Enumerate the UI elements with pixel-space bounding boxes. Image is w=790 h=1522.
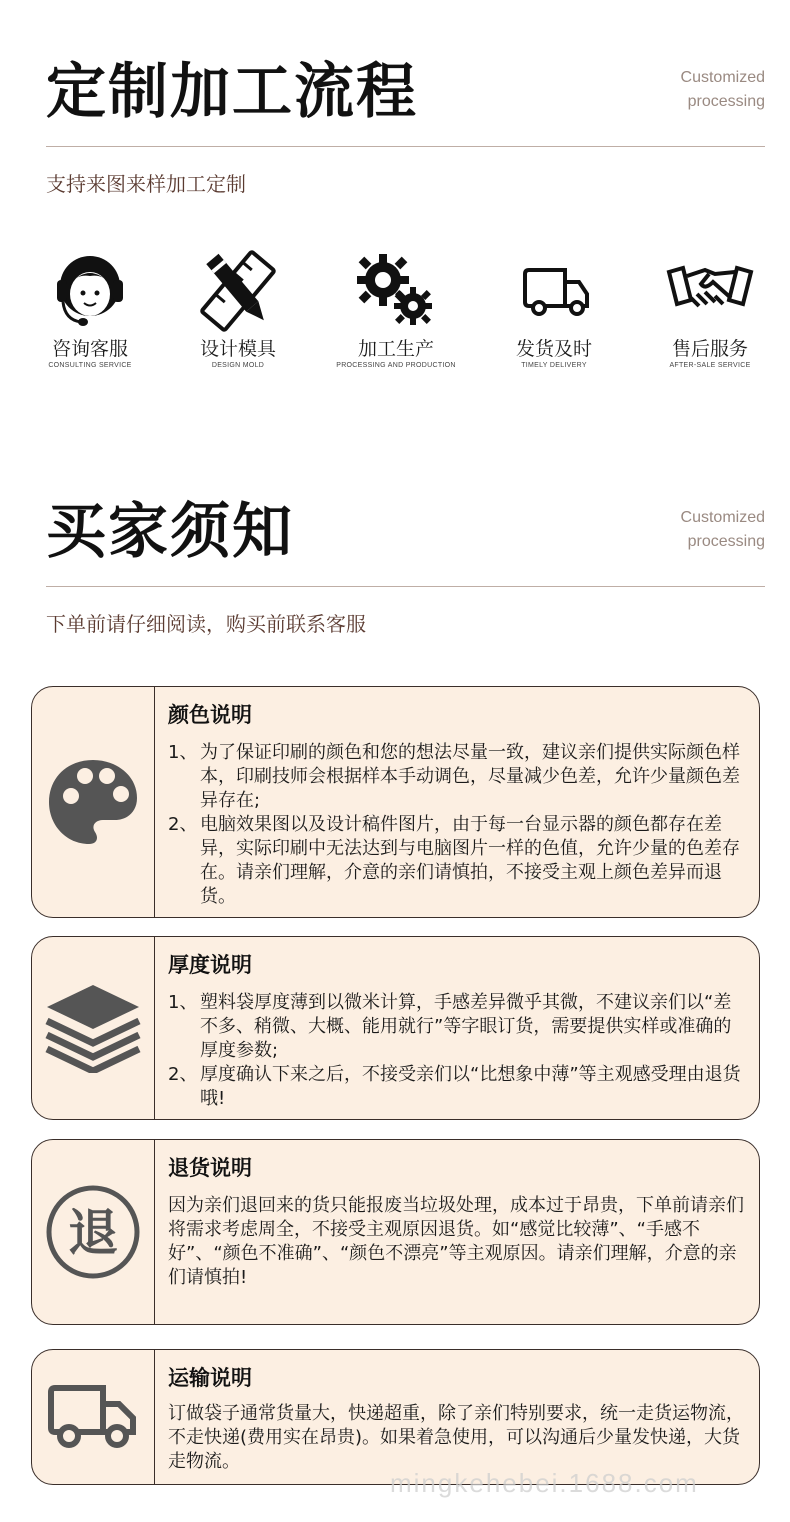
color-card-title: 颜色说明 (168, 703, 252, 727)
returns-card-title: 退货说明 (168, 1156, 252, 1180)
step-production (326, 248, 466, 369)
thickness-card-title: 厚度说明 (168, 953, 252, 977)
notice-header (46, 498, 765, 648)
step-aftersale-en: AFTER-SALE SERVICE (669, 362, 751, 369)
list-item (168, 741, 749, 813)
step-consulting-label: 咨询客服 (51, 338, 128, 360)
process-divider (46, 146, 765, 147)
step-production-en: PROCESSING AND PRODUCTION (336, 362, 456, 369)
shipping-card-body (168, 1364, 749, 1474)
return-icon-char: 退 (68, 1204, 118, 1262)
list-item (168, 991, 749, 1063)
step-consulting-en: CONSULTING SERVICE (48, 362, 132, 369)
list-item (168, 813, 749, 909)
item-text: 厚度确认下来之后，不接受亲们以“比想象中薄”等主观感受理由退货哦! (200, 1064, 741, 1109)
item-text: 为了保证印刷的颜色和您的想法尽量一致，建议亲们提供实际颜色样本，印刷技师会根据样本手动调色，尽量减少色差，允许少量颜色差异存在; (200, 742, 740, 811)
step-delivery-label: 发货及时 (515, 338, 592, 360)
item-number: 1、 (168, 992, 198, 1013)
returns-card (31, 1139, 760, 1325)
process-steps (28, 248, 768, 388)
thickness-card-body (168, 951, 749, 1111)
step-design-en: DESIGN MOLD (211, 362, 265, 369)
step-production-label: 加工生产 (357, 338, 434, 360)
step-delivery-en: TIMELY DELIVERY (521, 362, 587, 369)
item-number: 2、 (168, 814, 198, 835)
step-design-label: 设计模具 (199, 338, 276, 360)
return-icon (45, 1184, 141, 1280)
process-title: 定制加工流程 (46, 57, 418, 127)
item-text: 塑料袋厚度薄到以微米计算，手感差异微乎其微，不建议亲们以“差不多、稍微、大概、能用就行”等字眼订货，需要提供实样或准确的厚度参数; (200, 992, 732, 1061)
item-text: 电脑效果图以及设计稿件图片，由于每一台显示器的颜色都存在差异，实际印刷中无法达到与电脑图片一样的色值，允许少量的色差存在。请亲们理解，介意的亲们请慎拍，不接受主观上颜色差异而退货。 (200, 814, 740, 907)
returns-card-text: 因为亲们退回来的货只能报废当垃圾处理，成本过于昂贵，下单前请亲们将需求考虑周全，不接受主观原因退货。如“感觉比较薄”、“手感不好”、“颜色不准确”、“颜色不漂亮”等主观原因。请亲们理解，介意的亲们请慎拍! (168, 1195, 744, 1288)
color-card-body (168, 701, 749, 909)
process-en-line2: processing (687, 93, 765, 110)
shipping-card-side (32, 1350, 155, 1484)
watermark: mingkehebei.1688.com (390, 1468, 699, 1498)
palette-icon (47, 756, 139, 848)
process-header (46, 58, 765, 218)
shipping-card (31, 1349, 760, 1485)
shipping-card-text: 订做袋子通常货量大，快递超重，除了亲们特别要求，统一走货运物流，不走快递(费用实在昂贵)。如果着急使用，可以沟通后少量发快递，大货走物流。 (168, 1403, 744, 1472)
notice-en-tag (681, 506, 765, 554)
process-subtitle: 支持来图来样加工定制 (46, 172, 246, 196)
process-en-line1: Customized (680, 69, 765, 86)
thickness-card (31, 936, 760, 1120)
step-consulting (20, 248, 160, 369)
notice-divider (46, 586, 765, 587)
truck-icon (47, 1384, 139, 1450)
customer-service-icon (45, 248, 135, 334)
handshake-icon (665, 248, 755, 334)
shipping-card-title: 运输说明 (168, 1366, 252, 1390)
color-card-side (32, 687, 155, 917)
gears-icon (351, 248, 441, 334)
thickness-card-side (32, 937, 155, 1119)
item-number: 2、 (168, 1064, 198, 1085)
step-delivery (484, 248, 624, 369)
returns-card-side (32, 1140, 155, 1324)
pencil-ruler-icon (193, 248, 283, 334)
process-en-tag (681, 66, 765, 114)
list-item (168, 1063, 749, 1111)
step-design (168, 248, 308, 369)
notice-en-line1: Customized (680, 509, 765, 526)
color-card (31, 686, 760, 918)
notice-subtitle: 下单前请仔细阅读，购买前联系客服 (46, 612, 366, 636)
notice-title: 买家须知 (46, 497, 294, 567)
notice-en-line2: processing (687, 533, 765, 550)
step-aftersale-label: 售后服务 (671, 338, 748, 360)
layers-icon (45, 983, 141, 1073)
item-number: 1、 (168, 742, 198, 763)
step-aftersale (640, 248, 780, 369)
returns-card-body (168, 1154, 749, 1290)
truck-icon (509, 248, 599, 334)
